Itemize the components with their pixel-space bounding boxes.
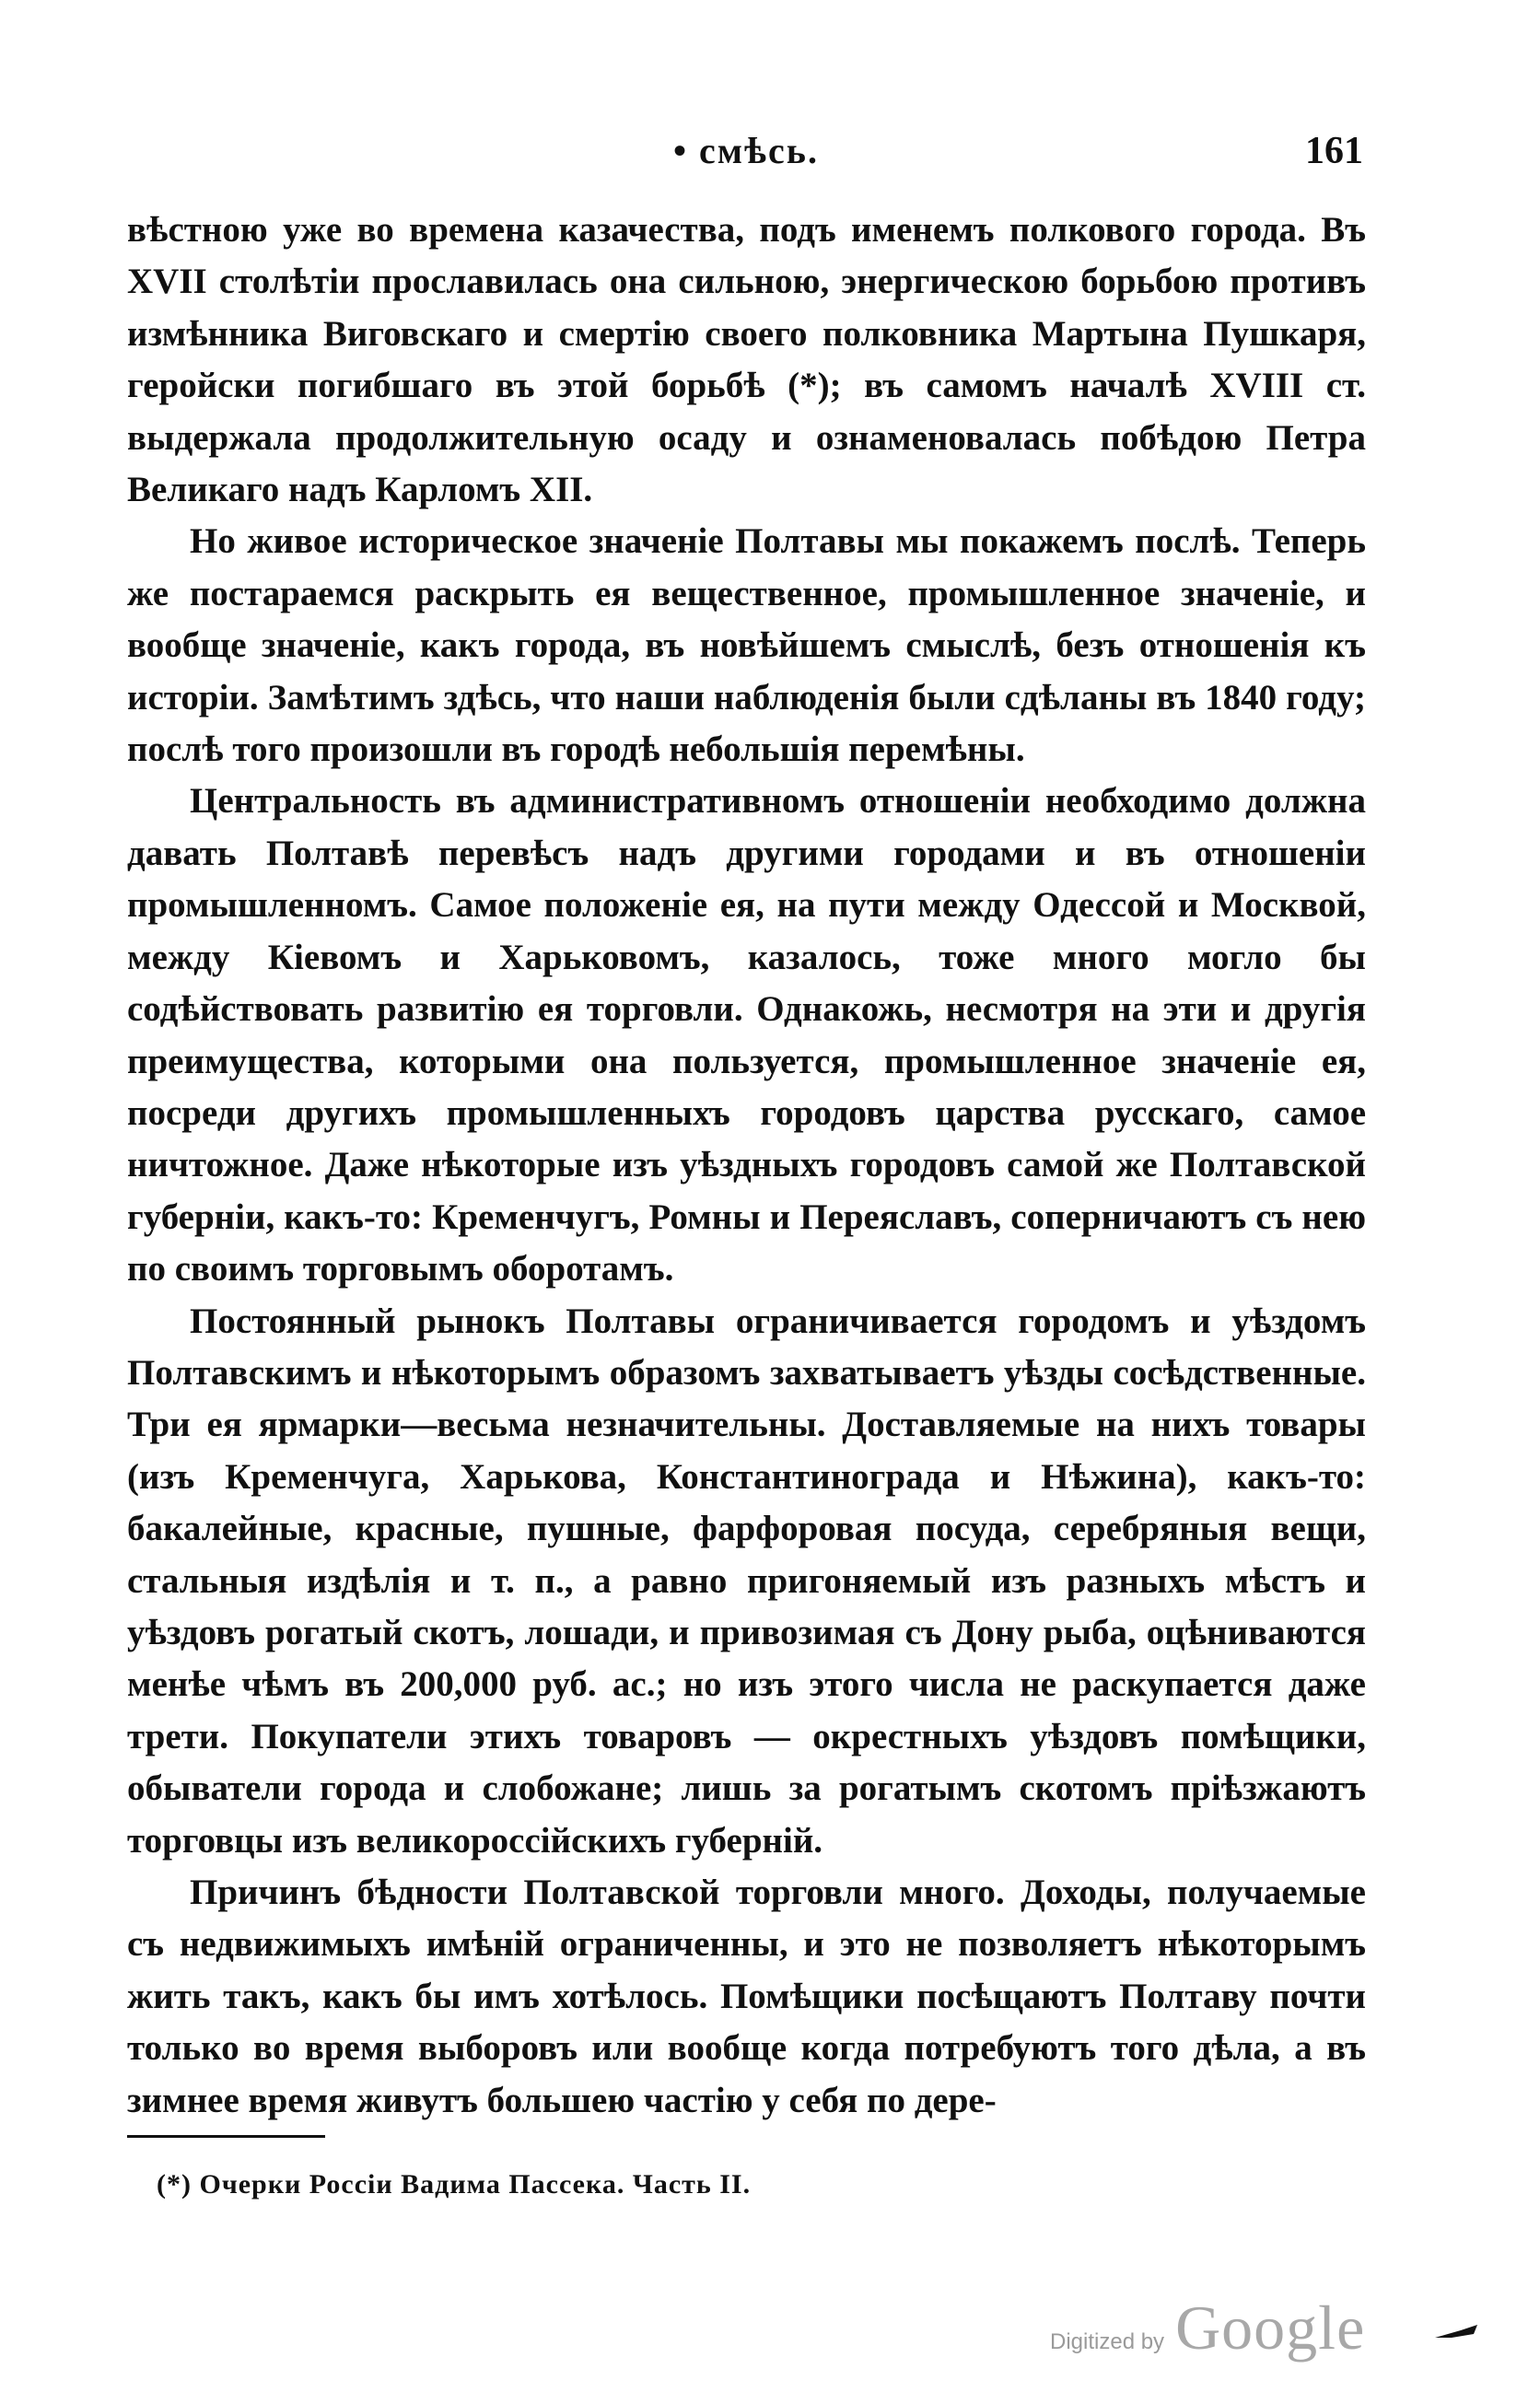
paragraph: Постоянный рынокъ Полтавы ограничивается городомъ и уѣздомъ Полтавскимъ и нѣкоторымъ образомъ захватываетъ уѣзды сосѣдственные. Три ея ярмарки—весьма незначительны. Доставляемые на нихъ товары (изъ Кременчуга, Харькова, Константинограда и Нѣжина), какъ-то: бакалейные, красные, пушные, фарфоровая посуда, серебряныя вещи, стальныя издѣлія и т. п., а равно пригоняемый изъ разныхъ мѣстъ и уѣздовъ рогатый скотъ, лошади, и привозимая съ Дону рыба, оцѣниваются менѣе чѣмъ въ 200,000 руб. ас.; но изъ этого числа не раскупается даже трети. Покупатели этихъ товаровъ — окрестныхъ уѣздовъ помѣщики, обыватели города и слобожане; лишь за рогатымъ скотомъ пріѣзжаютъ торговцы изъ великороссійскихъ губерній. — [127, 1301, 1366, 1861]
paragraph-continued: вѣстною уже во времена казачества, подъ именемъ полкового города. Въ XVII столѣтіи прославилась она сильною, энергическою борьбою противъ измѣнника Виговскаго и смертію своего полковника Мартына Пушкаря, геройски погибшаго въ этой борьбѣ (*); въ самомъ началѣ XVIII ст. выдержала продолжительную осаду и ознаменовалась побѣдою Петра Великаго надъ Карломъ XII. — [127, 210, 1366, 510]
page-number: 161 — [1305, 130, 1363, 172]
paragraph: Центральность въ административномъ отношеніи необходимо должна давать Полтавѣ перевѣсъ надъ другими городами и въ отношеніи промышленномъ. Самое положеніе ея, на пути между Одессой и Москвой, между Кіевомъ и Харьковомъ, казалось, тоже много могло бы содѣйствовать развитію ея торговли. Однакожь, несмотря на эти и другія преимущества, которыми она пользуется, промышленное значеніе ея, посреди другихъ промышленныхъ городовъ царства русскаго, самое ничтожное. Даже нѣкоторые изъ уѣздныхъ городовъ самой же Полтавской губерніи, какъ-то: Кременчугъ, Ромны и Переяславъ, соперничаютъ съ нею по своимъ торговымъ оборотамъ. — [127, 781, 1366, 1290]
footnote: (*) Очерки Россіи Вадима Пассека. Часть II. — [157, 2169, 752, 2200]
google-logo: Google — [1175, 2293, 1366, 2363]
header-section-title: • смѣсь. — [673, 130, 819, 171]
paragraph: Причинъ бѣдности Полтавской торговли много. Доходы, получаемые съ недвижимыхъ имѣній ограниченны, и это не позволяетъ нѣкоторымъ жить такъ, какъ бы имъ хотѣлось. Помѣщики посѣщаютъ Полтаву почти только во время выборовъ или вообще когда потребуютъ того дѣла, а въ зимнее время живутъ большею частію у себя по дере- — [127, 1873, 1366, 2120]
digitized-by-label: Digitized by — [1050, 2329, 1165, 2354]
running-header — [129, 129, 1363, 184]
footnote-divider — [127, 2135, 325, 2138]
body-text — [127, 204, 1366, 2127]
digitized-by-google-watermark — [1050, 2292, 1382, 2365]
scan-artifact-mark-icon — [1433, 2317, 1479, 2345]
paragraph: Но живое историческое значеніе Полтавы мы покажемъ послѣ. Теперь же постараемся раскрыть ея вещественное, промышленное значеніе, и вообще значеніе, какъ города, въ новѣйшемъ смыслѣ, безъ отношенія къ исторіи. Замѣтимъ здѣсь, что наши наблюденія были сдѣланы въ 1840 году; послѣ того произошли въ городѣ небольшія перемѣны. — [127, 521, 1366, 770]
